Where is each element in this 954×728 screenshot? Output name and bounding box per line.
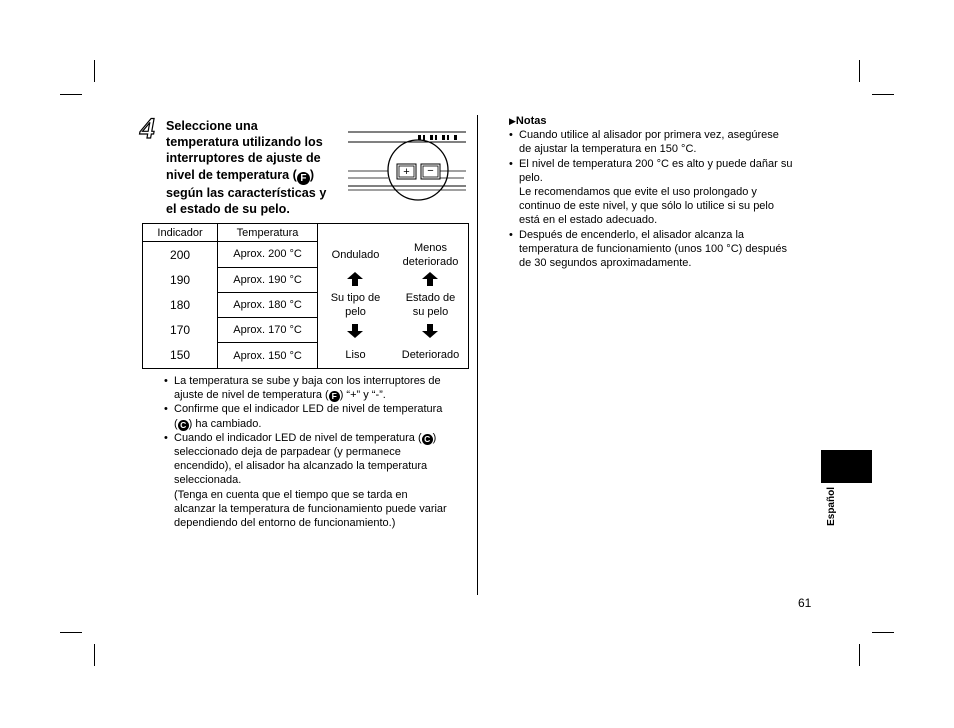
hair-type-text: Su tipo de: [330, 292, 381, 304]
indicator-value: 170: [143, 317, 218, 342]
crop-mark: [60, 94, 82, 95]
note-text: está en el estado adecuado.: [519, 214, 658, 227]
note-text: Le recomendamos que evite el uso prolongado y: [519, 186, 757, 199]
bullet-text: ) ha cambiado.: [188, 417, 262, 430]
temperature-value: Aprox. 150 °C: [218, 343, 318, 369]
indicator-value: 200: [143, 242, 218, 268]
arrow-down-icon: [422, 324, 438, 338]
bullet-text: Cuando el indicador LED de nivel de temperatura (: [174, 431, 422, 444]
temperature-value: Aprox. 170 °C: [218, 317, 318, 342]
step-title-line: [166, 167, 344, 185]
arrow-down-icon: [347, 324, 363, 338]
step-number: 4: [140, 112, 155, 145]
temperature-value: Aprox. 180 °C: [218, 292, 318, 317]
hair-state-text: Menos: [413, 242, 448, 254]
bullet-text: encendido), el alisador ha alcanzado la temperatura: [174, 460, 428, 473]
bullet-text: (: [174, 417, 178, 430]
bullet-text: ): [432, 431, 437, 444]
table-header: Indicador: [143, 224, 218, 242]
table-header: Temperatura: [218, 224, 318, 242]
bullet-text: alcanzar la temperatura de funcionamiento puede variar: [174, 502, 447, 515]
hair-type-middle: [318, 291, 393, 319]
indicator-value: 190: [143, 267, 218, 292]
crop-mark: [60, 632, 82, 633]
step-title-line: Seleccione una: [166, 119, 258, 133]
column-divider: [477, 115, 478, 595]
hair-guide: [318, 224, 469, 369]
minus-button-label: −: [427, 165, 434, 177]
bullet-item: [164, 431, 470, 530]
crop-mark: [859, 644, 860, 666]
note-text: de ajustar la temperatura en 150 °C.: [519, 143, 697, 156]
bullet-text: seleccionada.: [174, 474, 242, 487]
bullet-text: ajuste de nivel de temperatura (: [174, 389, 329, 402]
crop-mark: [94, 644, 95, 666]
note-item: [509, 228, 819, 271]
crop-mark: [94, 60, 95, 82]
crop-mark: [859, 60, 860, 82]
step-title-line: según las características y: [166, 185, 327, 200]
note-text: temperatura de funcionamiento (unos 100 °C) después: [519, 242, 787, 255]
step-title-line: el estado de su pelo.: [166, 201, 290, 216]
language-label: Español: [826, 487, 837, 526]
hair-state-bottom: Deteriorado: [401, 349, 460, 361]
arrow-up-icon: [422, 272, 438, 286]
language-tab: [821, 450, 872, 483]
bullet-text: seleccionado deja de parpadear (y permanece: [174, 446, 401, 459]
step-title-line: temperatura utilizando los: [166, 135, 323, 150]
note-text: pelo.: [519, 171, 543, 184]
temperature-table: [142, 223, 469, 369]
bullet-text: (Tenga en cuenta que el tiempo que se tarda en: [174, 488, 408, 501]
indicator-value: 150: [143, 343, 218, 369]
temperature-value: Aprox. 200 °C: [218, 242, 318, 268]
marker-c-icon: C: [422, 434, 433, 445]
triangle-right-icon: ▶: [509, 116, 516, 126]
note-text: Cuando utilice al alisador por primera vez, asegúrese: [519, 129, 779, 142]
bullet-text: dependiendo del entorno de funcionamiento.): [174, 517, 396, 530]
bullet-text: Confirme que el indicador LED de nivel de temperatura: [174, 403, 443, 416]
note-item: [509, 128, 819, 156]
hair-state-text: deteriorado: [402, 256, 459, 268]
indicator-value: 180: [143, 292, 218, 317]
crop-mark: [872, 632, 894, 633]
bullet-item: [164, 374, 470, 402]
marker-f-icon: F: [297, 172, 310, 185]
hair-type-bottom: Liso: [345, 349, 366, 361]
plus-button-label: +: [403, 166, 410, 178]
note-item: [509, 157, 819, 228]
bullet-item: [164, 402, 470, 430]
step-title-text: ): [309, 167, 315, 182]
step-title-text: nivel de temperatura (: [166, 167, 297, 182]
bullet-text: La temperatura se sube y baja con los interruptores de: [174, 375, 441, 387]
arrow-up-icon: [347, 272, 363, 286]
step-title: [166, 118, 344, 217]
hair-type-top: Ondulado: [331, 249, 380, 261]
note-text: El nivel de temperatura 200 °C es alto y puede dañar su: [519, 157, 793, 170]
temperature-value: Aprox. 190 °C: [218, 267, 318, 292]
step-title-line: interruptores de ajuste de: [166, 151, 321, 166]
notes-section: [509, 114, 819, 270]
note-text: continuo de este nivel, y que sólo lo utilice si su pelo: [519, 200, 774, 213]
hair-type-text: pelo: [345, 306, 366, 318]
note-text: de 30 segundos aproximadamente.: [519, 257, 692, 270]
marker-c-icon: C: [178, 420, 189, 431]
crop-mark: [872, 94, 894, 95]
device-illustration: [346, 128, 468, 206]
hair-state-top: [393, 241, 468, 269]
bullet-text: ) “+” y “-”.: [339, 389, 386, 402]
hair-state-text: su pelo: [412, 306, 449, 318]
note-text: Después de encenderlo, el alisador alcanza la: [519, 228, 745, 241]
straightener-switch-icon: [346, 128, 468, 206]
notes-heading: [509, 114, 819, 128]
notes-heading-text: Notas: [515, 115, 547, 127]
marker-f-icon: F: [329, 391, 340, 402]
hair-state-middle: [393, 291, 468, 319]
hair-state-text: Estado de: [405, 292, 456, 304]
step-bullets: [164, 374, 470, 530]
page-number: 61: [798, 596, 812, 610]
